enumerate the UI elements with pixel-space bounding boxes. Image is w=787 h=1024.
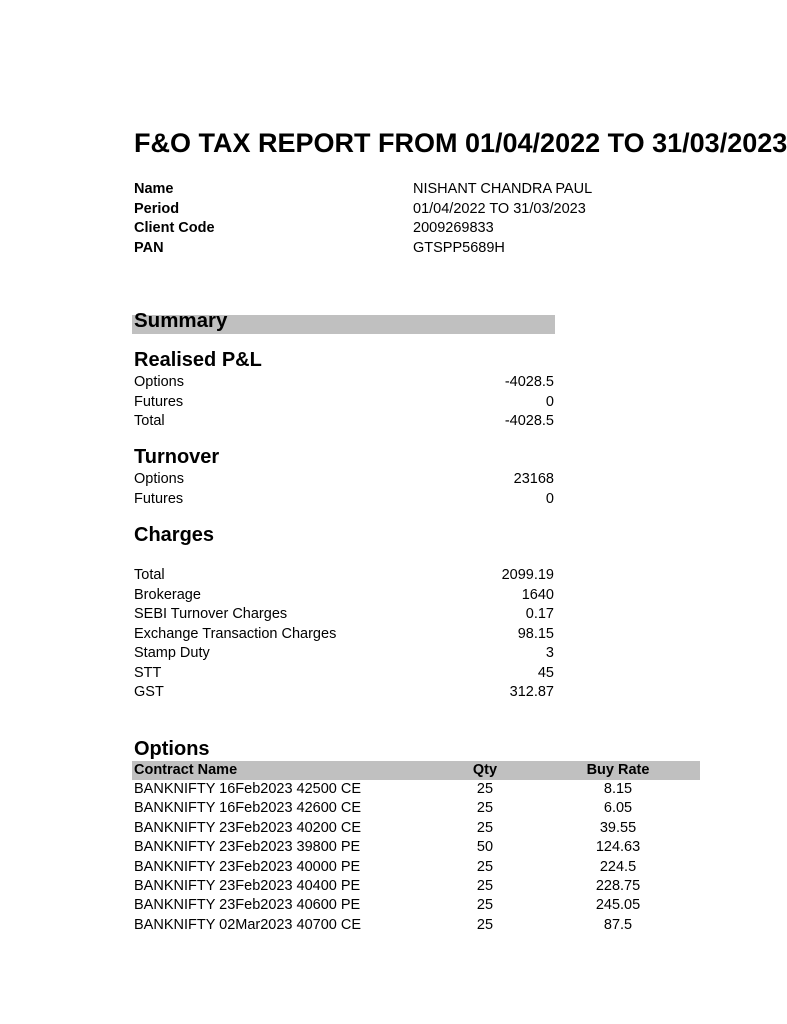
row-value: 0.17 <box>525 606 554 622</box>
charges-row <box>134 586 554 606</box>
charges-row <box>134 644 554 664</box>
cell-contract-name: BANKNIFTY 16Feb2023 42500 CE <box>134 781 362 797</box>
row-label: Options <box>134 471 184 487</box>
cell-buy-rate: 6.05 <box>603 800 633 817</box>
realised-pl-heading: Realised P&L <box>134 349 262 371</box>
row-label: Futures <box>134 393 184 410</box>
realised-pl-row <box>134 412 554 432</box>
row-value: -4028.5 <box>504 413 554 429</box>
row-value: 1640 <box>521 586 554 603</box>
row-value: 23168 <box>513 471 554 487</box>
row-value: 0 <box>545 393 554 410</box>
client-info <box>134 180 634 258</box>
options-heading: Options <box>134 738 210 760</box>
report-title: F&O TAX REPORT FROM 01/04/2022 TO 31/03/2023 <box>134 128 787 158</box>
cell-contract-name: BANKNIFTY 23Feb2023 40200 CE <box>134 819 362 836</box>
cell-qty: 25 <box>476 781 494 797</box>
client-info-row <box>134 239 634 259</box>
row-value: 3 <box>545 645 554 661</box>
charges-row <box>134 664 554 684</box>
options-table-header <box>132 761 700 780</box>
row-label: Total <box>134 413 165 429</box>
cell-buy-rate: 124.63 <box>595 839 641 856</box>
cell-contract-name: BANKNIFTY 23Feb2023 40600 PE <box>134 897 361 914</box>
row-label: Stamp Duty <box>134 645 210 661</box>
client-info-row <box>134 180 634 200</box>
row-value: 312.87 <box>509 684 554 700</box>
table-row <box>132 896 700 915</box>
cell-buy-rate: 224.5 <box>599 858 637 875</box>
row-value: -4028.5 <box>504 374 554 390</box>
turnover-row <box>134 490 554 510</box>
table-row <box>132 858 700 877</box>
row-value: 98.15 <box>517 625 554 642</box>
column-header-buy-rate: Buy Rate <box>586 762 650 778</box>
cell-qty: 25 <box>476 897 494 914</box>
info-label: Name <box>134 181 174 197</box>
cell-qty: 25 <box>476 858 494 875</box>
cell-buy-rate: 87.5 <box>603 916 633 933</box>
row-value: 45 <box>537 664 554 681</box>
cell-buy-rate: 245.05 <box>595 897 641 914</box>
row-label: GST <box>134 684 164 700</box>
client-info-row <box>134 200 634 220</box>
info-label: Client Code <box>134 220 215 236</box>
turnover-row <box>134 470 554 490</box>
charges-list <box>134 566 554 703</box>
info-value: 2009269833 <box>413 220 494 236</box>
cell-contract-name: BANKNIFTY 23Feb2023 40400 PE <box>134 877 361 894</box>
charges-row <box>134 566 554 586</box>
cell-contract-name: BANKNIFTY 16Feb2023 42600 CE <box>134 800 362 817</box>
cell-qty: 25 <box>476 800 494 817</box>
row-label: Options <box>134 374 184 390</box>
charges-row <box>134 605 554 625</box>
realised-pl-row <box>134 373 554 393</box>
info-value: GTSPP5689H <box>413 239 505 256</box>
row-label: Total <box>134 567 165 583</box>
column-header-qty: Qty <box>472 762 498 778</box>
cell-qty: 50 <box>476 839 494 856</box>
options-table <box>132 761 700 935</box>
realised-pl-list <box>134 373 554 432</box>
table-row <box>132 819 700 838</box>
table-row <box>132 877 700 896</box>
cell-buy-rate: 8.15 <box>603 781 633 797</box>
charges-heading: Charges <box>134 524 215 546</box>
row-label: Futures <box>134 490 184 507</box>
cell-qty: 25 <box>476 819 494 836</box>
table-row <box>132 799 700 818</box>
info-label: Period <box>134 200 180 217</box>
cell-contract-name: BANKNIFTY 23Feb2023 39800 PE <box>134 839 361 856</box>
row-value: 2099.19 <box>501 567 554 583</box>
charges-row <box>134 625 554 645</box>
cell-contract-name: BANKNIFTY 02Mar2023 40700 CE <box>134 916 362 933</box>
turnover-heading: Turnover <box>134 446 220 468</box>
row-value: 0 <box>545 490 554 507</box>
info-value: NISHANT CHANDRA PAUL <box>413 181 593 197</box>
cell-buy-rate: 39.55 <box>599 819 637 836</box>
row-label: Exchange Transaction Charges <box>134 625 337 642</box>
table-row <box>132 780 700 799</box>
client-info-row <box>134 219 634 239</box>
cell-contract-name: BANKNIFTY 23Feb2023 40000 PE <box>134 858 361 875</box>
info-label: PAN <box>134 239 164 256</box>
info-value: 01/04/2022 TO 31/03/2023 <box>413 200 586 217</box>
table-row <box>132 916 700 935</box>
charges-row <box>134 683 554 703</box>
cell-buy-rate: 228.75 <box>595 877 641 894</box>
cell-qty: 25 <box>476 877 494 894</box>
row-label: SEBI Turnover Charges <box>134 606 288 622</box>
table-row <box>132 838 700 857</box>
realised-pl-row <box>134 393 554 413</box>
row-label: Brokerage <box>134 586 201 603</box>
row-label: STT <box>134 664 162 681</box>
cell-qty: 25 <box>476 916 494 933</box>
turnover-list <box>134 470 554 509</box>
column-header-contract-name: Contract Name <box>134 762 238 778</box>
summary-heading: Summary <box>134 309 228 332</box>
